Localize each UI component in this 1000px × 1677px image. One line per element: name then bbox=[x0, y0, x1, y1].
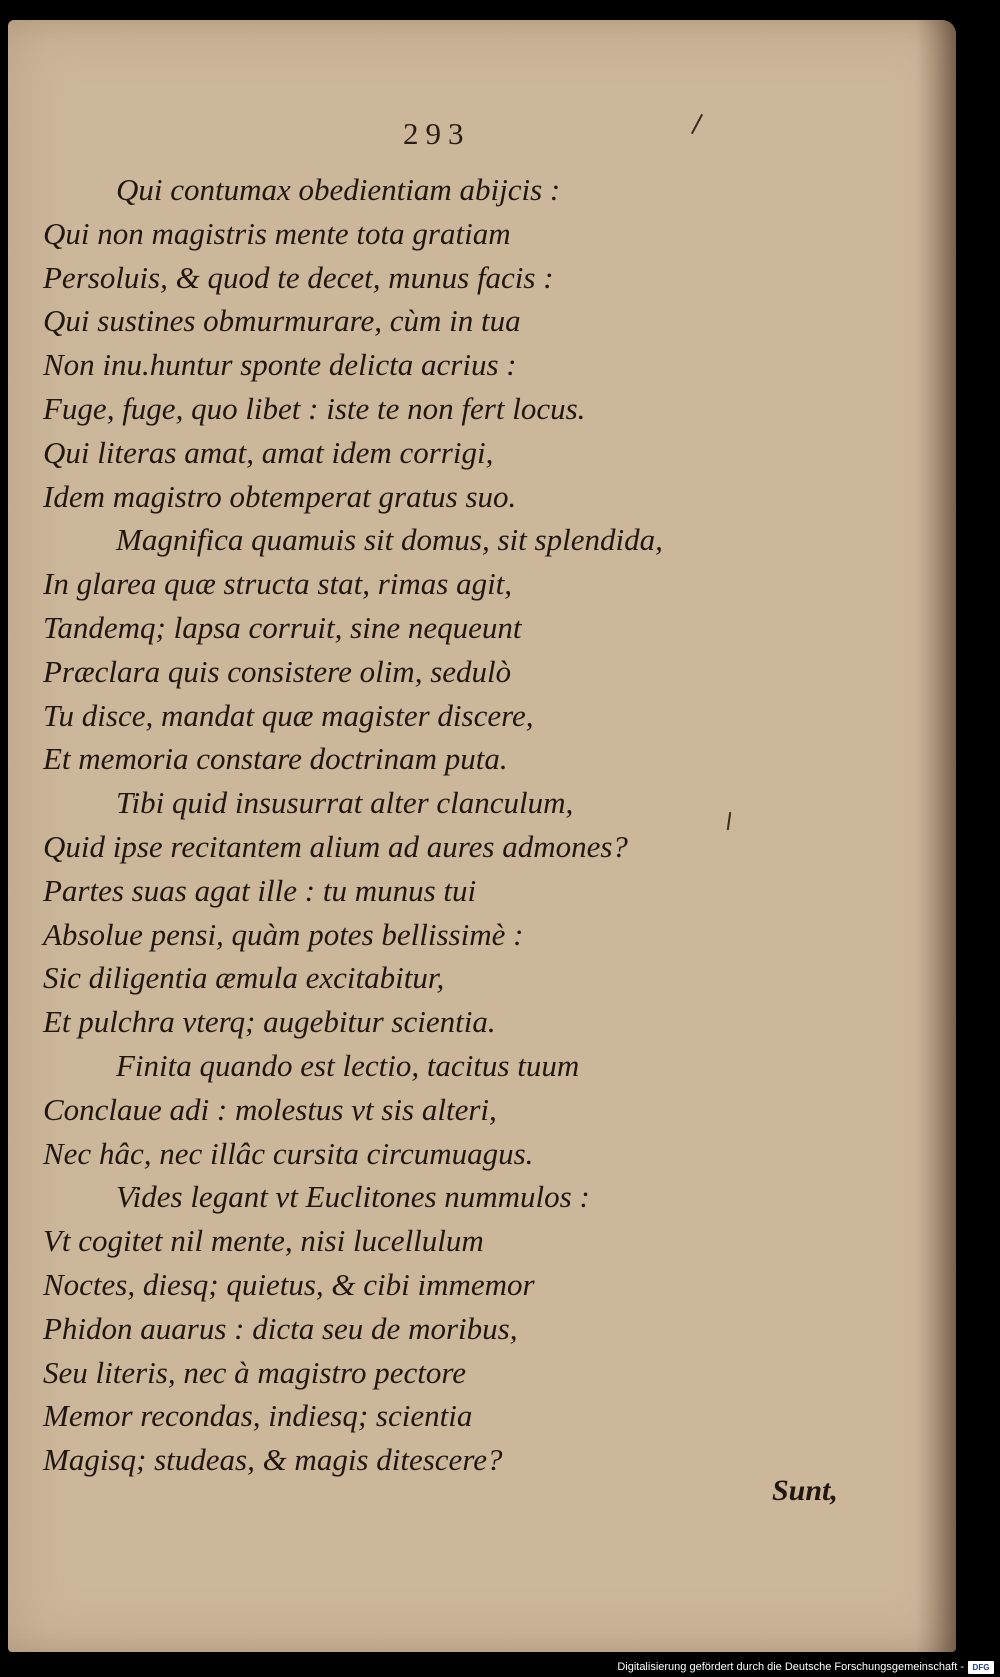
verse-line: Vides legant vt Euclitones nummulos : bbox=[116, 1179, 590, 1215]
verse-line: Magnifica quamuis sit domus, sit splendida, bbox=[116, 522, 663, 558]
verse-line: Et memoria constare doctrinam puta. bbox=[43, 741, 508, 777]
verse-line: Qui sustines obmurmurare, cùm in tua bbox=[43, 303, 521, 339]
dfg-logo-text: DFG bbox=[972, 1662, 990, 1672]
verse-line: Idem magistro obtemperat gratus suo. bbox=[43, 478, 517, 514]
verse-line: Non inu.huntur sponte delicta acrius : bbox=[43, 347, 517, 383]
verse-line: Qui non magistris mente tota gratiam bbox=[43, 215, 511, 251]
verse-line: Noctes, diesq; quietus, & cibi immemor bbox=[43, 1266, 535, 1302]
verse-line: Tibi quid insusurrat alter clanculum, bbox=[116, 785, 574, 821]
verse-line: Magisq; studeas, & magis ditescere? bbox=[43, 1442, 503, 1478]
verse-line: Phidon auarus : dicta seu de moribus, bbox=[43, 1310, 518, 1346]
digitization-footer bbox=[0, 1657, 1000, 1677]
ink-stroke-mark bbox=[691, 114, 703, 134]
verse-text bbox=[43, 168, 663, 1482]
catchword: Sunt, bbox=[772, 1474, 838, 1507]
verse-line: Qui literas amat, amat idem corrigi, bbox=[43, 434, 494, 470]
dfg-logo bbox=[968, 1661, 994, 1674]
footer-credit: Digitalisierung gefördert durch die Deutsche Forschungsgemeinschaft - bbox=[617, 1661, 964, 1673]
book-page bbox=[8, 20, 956, 1652]
verse-line: Memor recondas, indiesq; scientia bbox=[43, 1398, 473, 1434]
verse-line: Tu disce, mandat quæ magister discere, bbox=[43, 697, 534, 733]
verse-line: Et pulchra vterq; augebitur scientia. bbox=[43, 1004, 496, 1040]
verse-line: Fuge, fuge, quo libet : iste te non fert locus. bbox=[43, 390, 586, 426]
verse-line: Partes suas agat ille : tu munus tui bbox=[43, 872, 477, 908]
verse-line: Conclaue adi : molestus vt sis alteri, bbox=[43, 1091, 497, 1127]
page-number: 293 bbox=[403, 116, 471, 151]
verse-line: Tandemq; lapsa corruit, sine nequeunt bbox=[43, 609, 522, 645]
ink-stroke-mark bbox=[727, 812, 731, 830]
verse-line: Quid ipse recitantem alium ad aures admones? bbox=[43, 828, 628, 864]
verse-line: Absolue pensi, quàm potes bellissimè : bbox=[43, 916, 524, 952]
verse-line: In glarea quæ structa stat, rimas agit, bbox=[43, 566, 513, 602]
verse-line: Seu literis, nec à magistro pectore bbox=[43, 1354, 467, 1390]
verse-line: Sic diligentia æmula excitabitur, bbox=[43, 960, 445, 996]
verse-line: Persoluis, & quod te decet, munus facis : bbox=[43, 259, 554, 295]
verse-line: Nec hâc, nec illâc cursita circumuagus. bbox=[43, 1135, 534, 1171]
verse-line: Præclara quis consistere olim, sedulò bbox=[43, 653, 512, 689]
verse-line: Vt cogitet nil mente, nisi lucellulum bbox=[43, 1223, 484, 1259]
verse-line: Qui contumax obedientiam abijcis : bbox=[116, 172, 561, 207]
verse-line: Finita quando est lectio, tacitus tuum bbox=[116, 1047, 580, 1083]
